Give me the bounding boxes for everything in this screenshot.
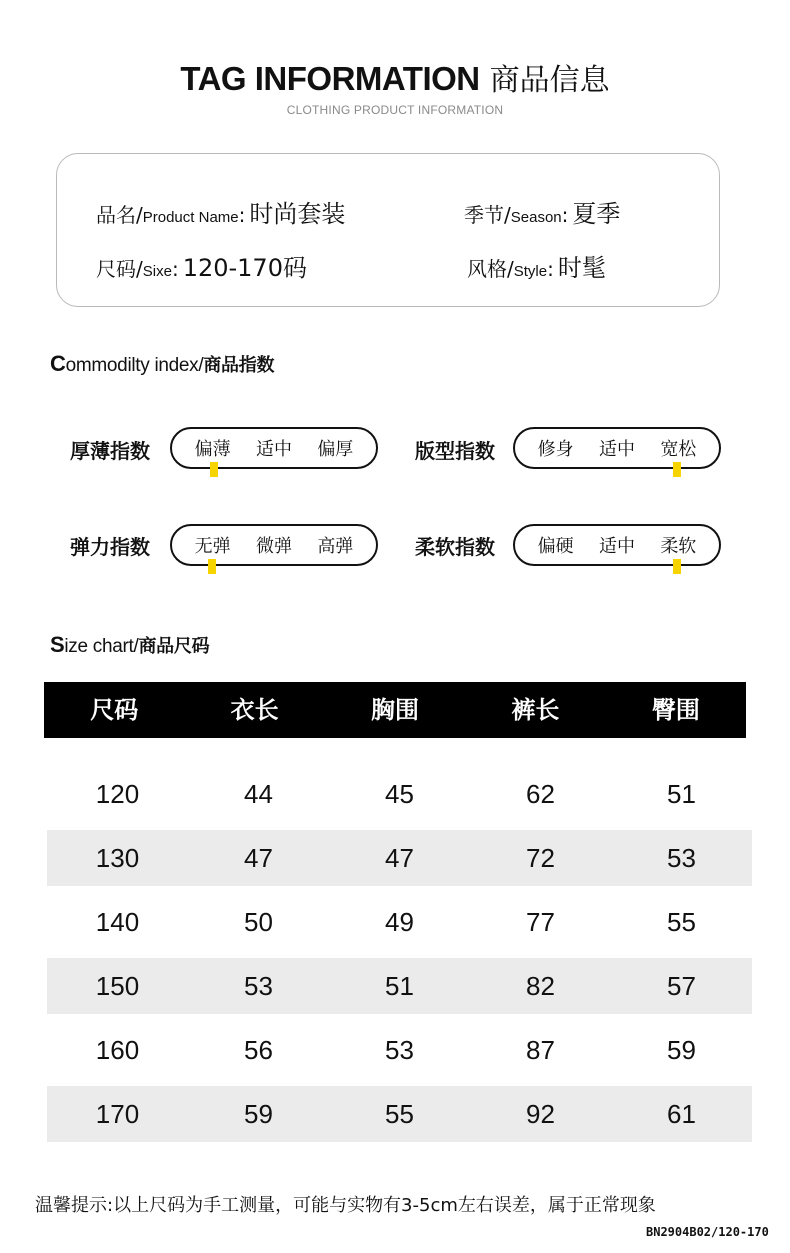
table-cell: 47 [244, 843, 273, 873]
table-cell: 50 [244, 907, 273, 937]
table-row [47, 1086, 752, 1142]
scale-option: 偏硬 [537, 536, 574, 557]
page-title [0, 55, 790, 99]
table-cell: 77 [526, 907, 555, 937]
table-cell: 130 [95, 843, 140, 873]
index-label-softness: 柔软指数 [415, 535, 495, 559]
column-header: 胸围 [371, 696, 420, 724]
measurement-note: 温馨提示:以上尺码为手工测量，可能与实物有3-5cm左右误差，属于正常现象 [35, 1195, 656, 1216]
size-table-header [44, 682, 746, 738]
style-field: 风格/Style: 时髦 [467, 254, 606, 282]
scale-option: 适中 [598, 536, 635, 557]
table-cell: 55 [385, 1099, 414, 1129]
season-field: 季节/Season: 夏季 [464, 200, 621, 228]
table-cell: 150 [95, 971, 140, 1001]
table-cell: 45 [385, 779, 414, 809]
tag-info-box [56, 153, 720, 307]
column-header: 裤长 [511, 696, 560, 724]
table-cell: 61 [667, 1099, 696, 1129]
table-cell: 120 [95, 779, 140, 809]
scale-option: 适中 [255, 439, 292, 460]
index-label-elasticity: 弹力指数 [70, 535, 150, 559]
table-cell: 82 [526, 971, 555, 1001]
product-code: BN2904B02/120-170 [646, 1225, 769, 1239]
table-cell: 51 [667, 779, 696, 809]
table-cell: 170 [95, 1099, 140, 1129]
table-cell: 56 [244, 1035, 273, 1065]
product-name-field: 品名/Product Name: 时尚套装 [96, 200, 346, 228]
style-value: 时髦 [557, 254, 606, 282]
softness-marker [673, 559, 681, 574]
table-cell: 53 [385, 1035, 414, 1065]
commodity-index-heading: Commodilty index/商品指数 [50, 351, 275, 376]
table-cell: 47 [385, 843, 414, 873]
size-value: 120-170码 [182, 254, 307, 282]
table-cell: 160 [95, 1035, 140, 1065]
elasticity-scale [170, 524, 378, 566]
page-subtitle: CLOTHING PRODUCT INFORMATION [286, 103, 504, 117]
table-row [47, 830, 752, 886]
softness-scale [513, 524, 721, 566]
table-cell: 53 [244, 971, 273, 1001]
size-field: 尺码/Sixe: 120-170码 [96, 254, 307, 282]
title-english: TAG INFORMATION [180, 60, 480, 97]
scale-option: 无弹 [194, 536, 231, 557]
table-cell: 59 [244, 1099, 273, 1129]
column-header: 衣长 [230, 696, 279, 724]
table-cell: 72 [526, 843, 555, 873]
season-value: 夏季 [572, 200, 621, 228]
column-header: 臀围 [651, 696, 700, 724]
scale-option: 柔软 [660, 536, 697, 557]
column-header: 尺码 [90, 696, 139, 724]
size-chart-heading: Size chart/商品尺码 [50, 632, 210, 657]
scale-option: 微弹 [255, 536, 292, 557]
table-row [47, 894, 752, 950]
thickness-scale [170, 427, 378, 469]
table-cell: 59 [667, 1035, 696, 1065]
scale-option: 宽松 [660, 439, 697, 460]
fit-marker [673, 462, 681, 477]
table-cell: 57 [667, 971, 696, 1001]
table-cell: 49 [385, 907, 414, 937]
table-row [47, 1022, 752, 1078]
table-cell: 87 [526, 1035, 555, 1065]
fit-scale [513, 427, 721, 469]
table-cell: 51 [385, 971, 414, 1001]
thickness-marker [210, 462, 218, 477]
scale-option: 偏厚 [317, 439, 354, 460]
table-cell: 62 [526, 779, 555, 809]
scale-option: 适中 [598, 439, 635, 460]
table-cell: 140 [95, 907, 140, 937]
table-cell: 44 [244, 779, 273, 809]
table-cell: 92 [526, 1099, 555, 1129]
table-row [47, 958, 752, 1014]
index-label-fit: 版型指数 [415, 439, 495, 463]
index-label-thickness: 厚薄指数 [70, 439, 150, 463]
scale-option: 修身 [537, 439, 574, 460]
scale-option: 偏薄 [194, 439, 231, 460]
table-cell: 53 [667, 843, 696, 873]
product-name-value: 时尚套装 [249, 200, 346, 228]
table-row [47, 766, 752, 822]
elasticity-marker [208, 559, 216, 574]
scale-option: 高弹 [317, 536, 354, 557]
table-cell: 55 [667, 907, 696, 937]
title-chinese: 商品信息 [489, 63, 610, 98]
